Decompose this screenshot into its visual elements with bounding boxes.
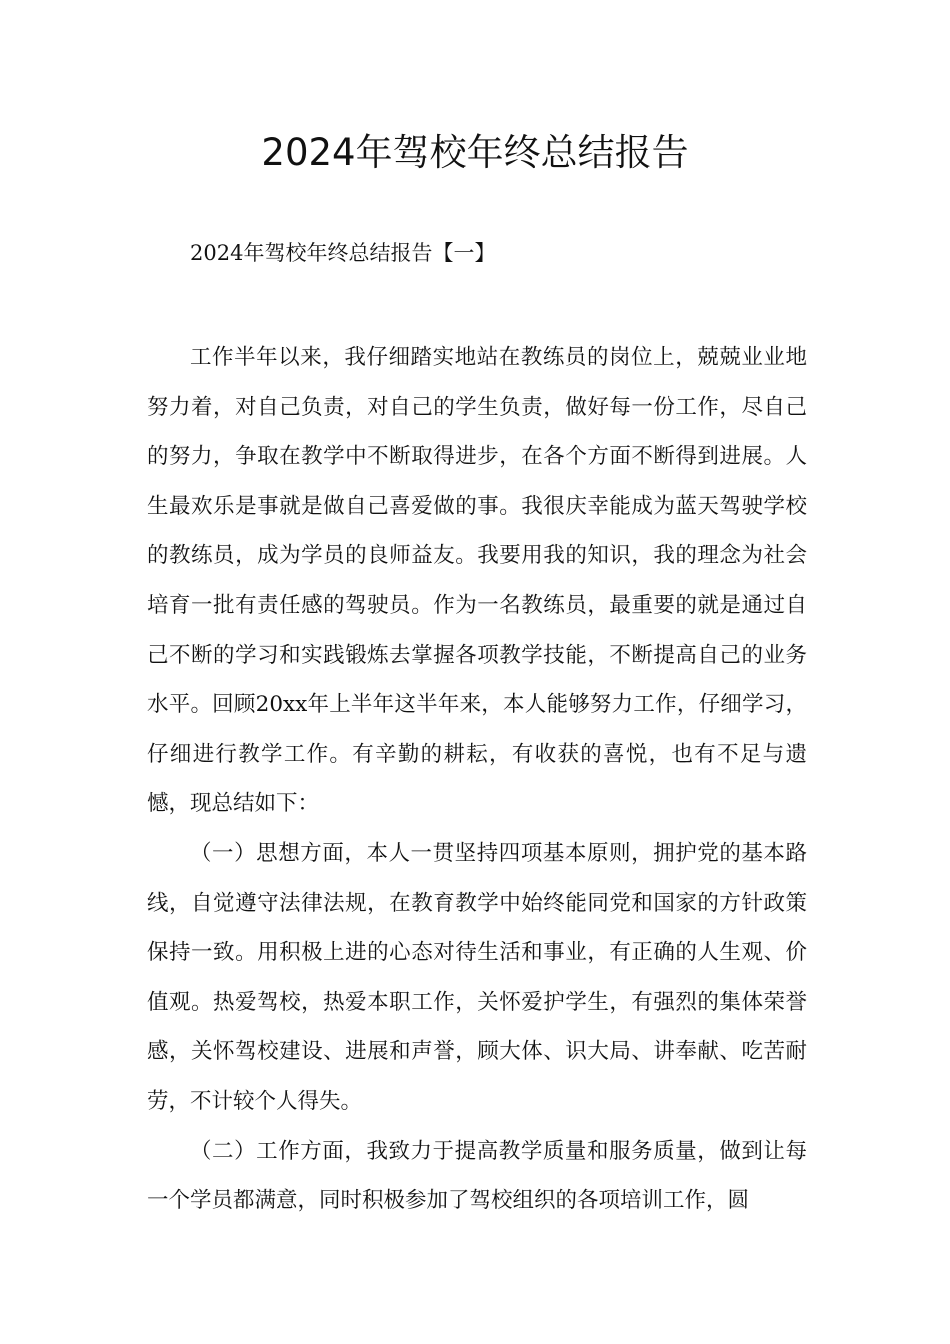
section-heading: 2024年驾校年终总结报告【一】 [190,241,496,265]
paragraph-ideology: （一）思想方面，本人一贯坚持四项基本原则，拥护党的基本路线，自觉遵守法律法规，在教育教学中始终能同党和国家的方针政策保持一致。用积极上进的心态对待生活和事业，有正确的人生观、价值观。热爱驾校，热爱本职工作，关怀爱护学生，有强烈的集体荣誉感，关怀驾校建设、进展和声誉，顾大体、识大局、讲奉献、吃苦耐劳，不计较个人得失。 [147,840,807,1114]
document-title: 2024年驾校年终总结报告 [261,131,689,174]
document-body [147,333,807,1226]
paragraph-work: （二）工作方面，我致力于提高教学质量和服务质量，做到让每一个学员都满意，同时积极参加了驾校组织的各项培训工作，圆 [147,1138,807,1214]
paragraph-intro: 工作半年以来，我仔细踏实地站在教练员的岗位上，兢兢业业地努力着，对自己负责，对自己的学生负责，做好每一份工作，尽自己的努力，争取在教学中不断取得进步，在各个方面不断得到进展。人生最欢乐是事就是做自己喜爱做的事。我很庆幸能成为蓝天驾驶学校的教练员，成为学员的良师益友。我要用我的知识，我的理念为社会培育一批有责任感的驾驶员。作为一名教练员，最重要的就是通过自己不断的学习和实践锻炼去掌握各项教学技能，不断提高自己的业务水平。回顾20xx年上半年这半年来，本人能够努力工作，仔细学习，仔细进行教学工作。有辛勤的耕耘，有收获的喜悦，也有不足与遗憾，现总结如下： [147,345,807,817]
